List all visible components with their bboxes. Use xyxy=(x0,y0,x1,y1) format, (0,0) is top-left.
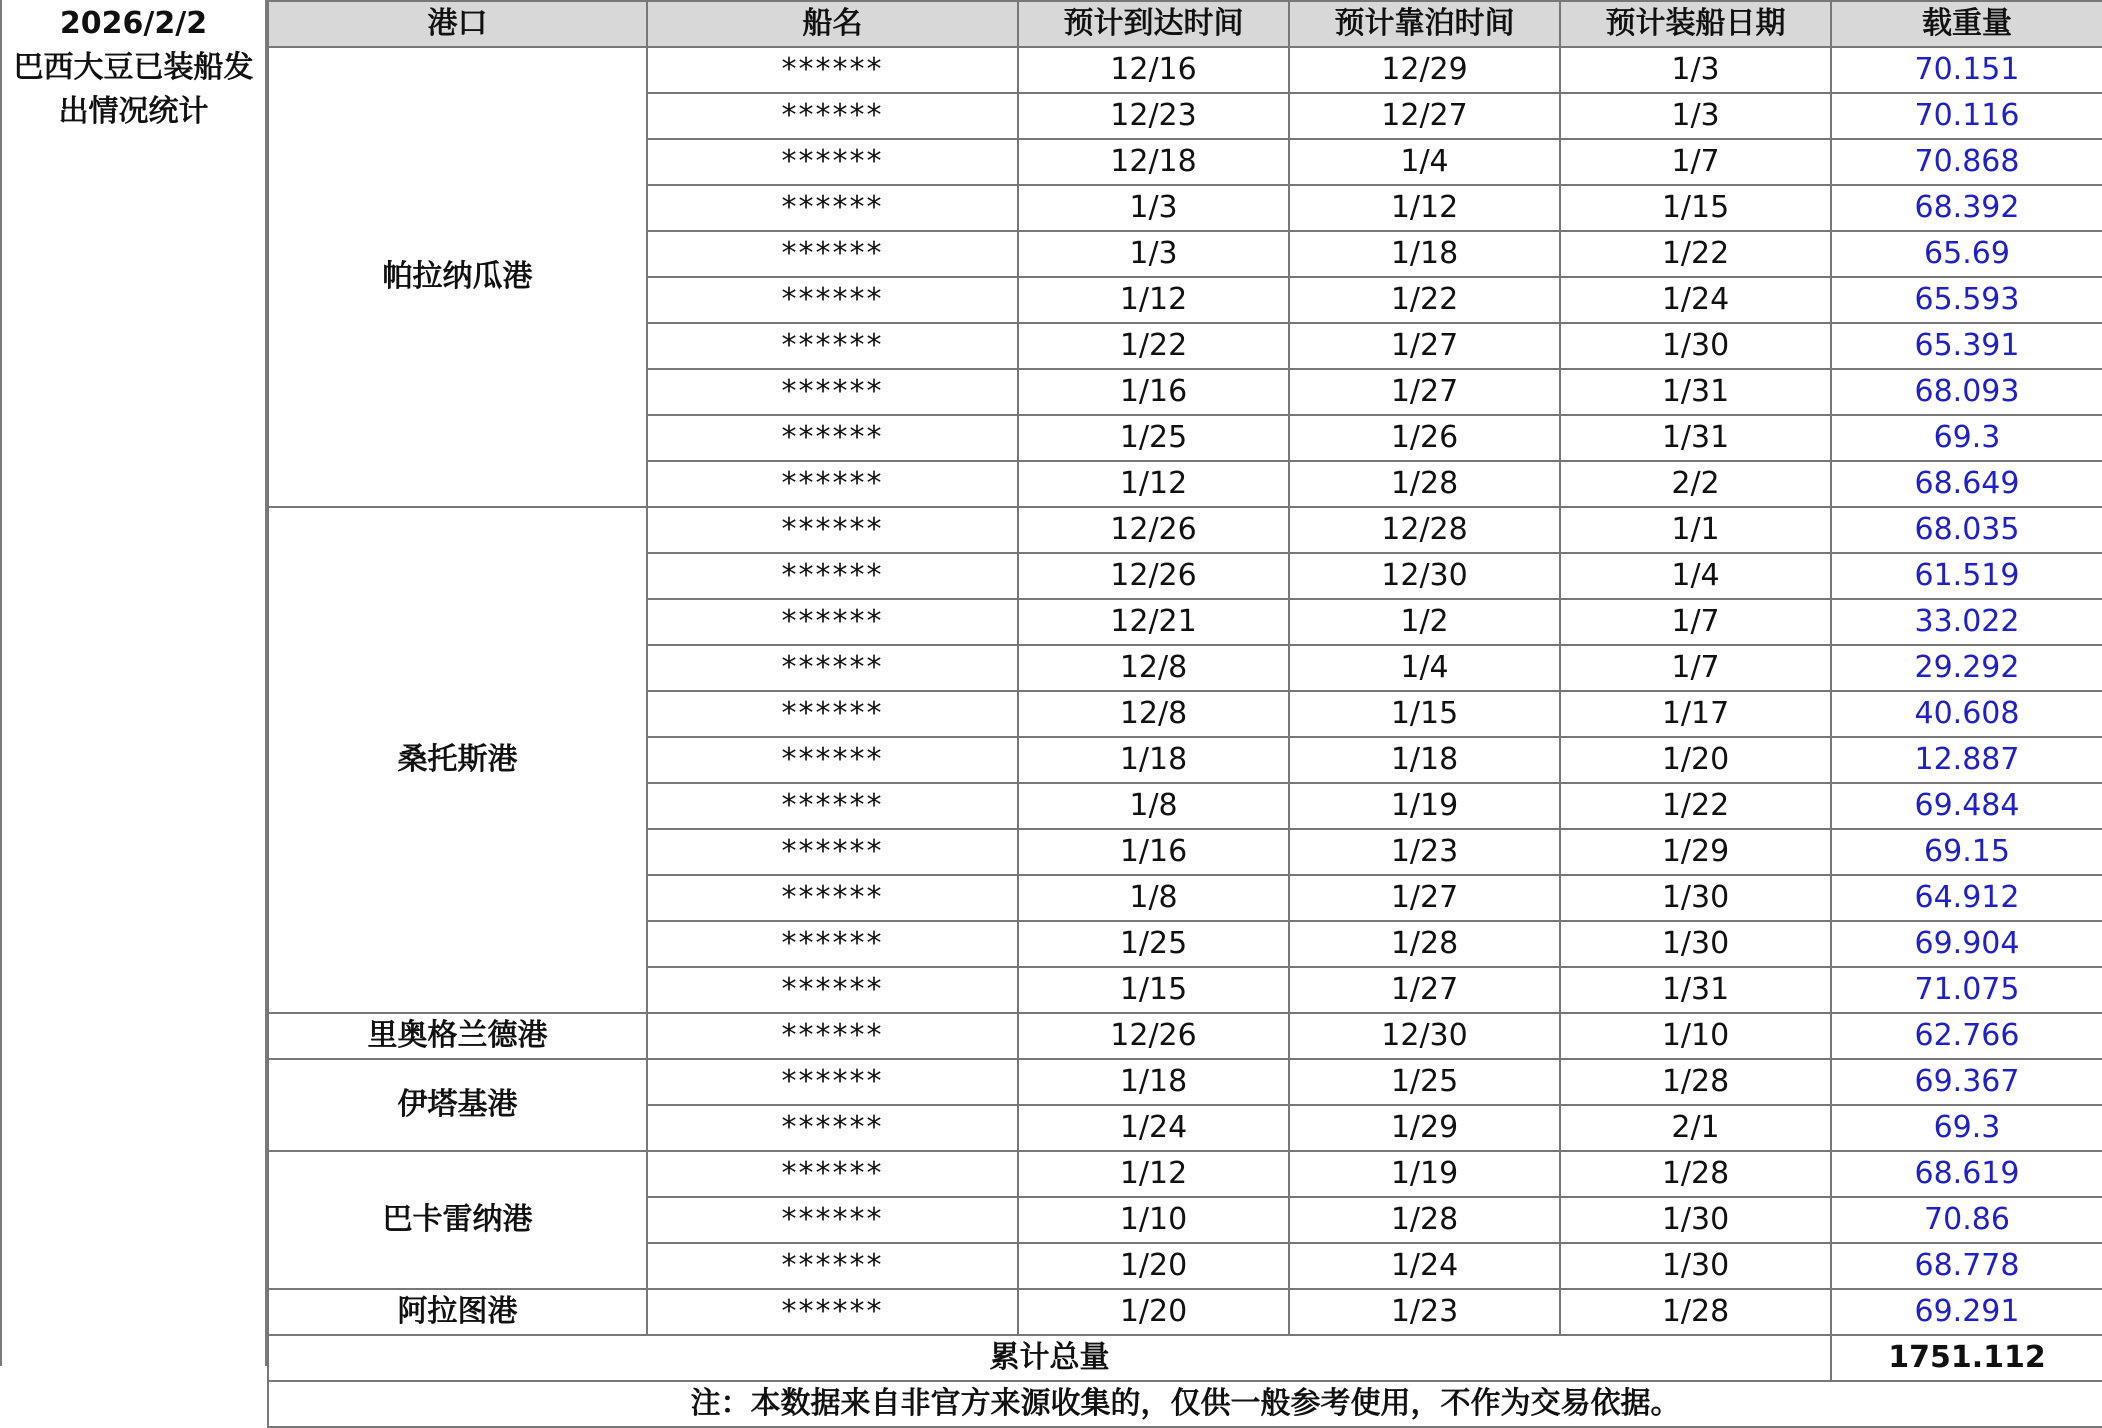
ship-name: ****** xyxy=(647,139,1018,185)
header-etb: 预计靠泊时间 xyxy=(1289,1,1560,47)
total-value: 1751.112 xyxy=(1831,1335,2102,1381)
eta-cell: 1/25 xyxy=(1018,415,1289,461)
load-date-cell: 1/3 xyxy=(1560,47,1831,93)
weight-cell: 69.367 xyxy=(1831,1059,2102,1105)
load-date-cell: 1/24 xyxy=(1560,277,1831,323)
load-date-cell: 1/3 xyxy=(1560,93,1831,139)
ship-name: ****** xyxy=(647,507,1018,553)
note-row xyxy=(268,1381,2102,1427)
title-line-1: 巴西大豆已装船发 xyxy=(13,50,254,85)
ship-name: ****** xyxy=(647,47,1018,93)
ship-name: ****** xyxy=(647,231,1018,277)
etb-cell: 1/27 xyxy=(1289,875,1560,921)
table-body xyxy=(268,47,2102,1335)
header-ship: 船名 xyxy=(647,1,1018,47)
ship-name: ****** xyxy=(647,1013,1018,1059)
load-date-cell: 1/22 xyxy=(1560,783,1831,829)
header-row xyxy=(268,1,2102,47)
header-port: 港口 xyxy=(268,1,647,47)
header-eta: 预计到达时间 xyxy=(1018,1,1289,47)
etb-cell: 1/22 xyxy=(1289,277,1560,323)
load-date-cell: 1/1 xyxy=(1560,507,1831,553)
eta-cell: 1/18 xyxy=(1018,1059,1289,1105)
etb-cell: 12/27 xyxy=(1289,93,1560,139)
etb-cell: 1/28 xyxy=(1289,461,1560,507)
port-name: 桑托斯港 xyxy=(268,507,647,1013)
ship-name: ****** xyxy=(647,461,1018,507)
weight-cell: 69.15 xyxy=(1831,829,2102,875)
table-row xyxy=(268,1013,2102,1059)
ship-name: ****** xyxy=(647,599,1018,645)
weight-cell: 62.766 xyxy=(1831,1013,2102,1059)
ship-name: ****** xyxy=(647,737,1018,783)
weight-cell: 61.519 xyxy=(1831,553,2102,599)
load-date-cell: 1/30 xyxy=(1560,1197,1831,1243)
weight-cell: 70.151 xyxy=(1831,47,2102,93)
weight-cell: 70.868 xyxy=(1831,139,2102,185)
port-name: 巴卡雷纳港 xyxy=(268,1151,647,1289)
eta-cell: 1/18 xyxy=(1018,737,1289,783)
etb-cell: 1/27 xyxy=(1289,323,1560,369)
etb-cell: 1/25 xyxy=(1289,1059,1560,1105)
weight-cell: 29.292 xyxy=(1831,645,2102,691)
weight-cell: 68.778 xyxy=(1831,1243,2102,1289)
eta-cell: 12/26 xyxy=(1018,507,1289,553)
eta-cell: 1/16 xyxy=(1018,829,1289,875)
load-date-cell: 1/10 xyxy=(1560,1013,1831,1059)
etb-cell: 1/4 xyxy=(1289,139,1560,185)
weight-cell: 70.116 xyxy=(1831,93,2102,139)
etb-cell: 1/28 xyxy=(1289,921,1560,967)
weight-cell: 69.3 xyxy=(1831,1105,2102,1151)
load-date-cell: 1/31 xyxy=(1560,967,1831,1013)
etb-cell: 12/30 xyxy=(1289,1013,1560,1059)
load-date-cell: 1/29 xyxy=(1560,829,1831,875)
weight-cell: 70.86 xyxy=(1831,1197,2102,1243)
eta-cell: 1/15 xyxy=(1018,967,1289,1013)
weight-cell: 65.593 xyxy=(1831,277,2102,323)
weight-cell: 69.3 xyxy=(1831,415,2102,461)
weight-cell: 71.075 xyxy=(1831,967,2102,1013)
load-date-cell: 1/7 xyxy=(1560,599,1831,645)
eta-cell: 12/26 xyxy=(1018,553,1289,599)
weight-cell: 68.093 xyxy=(1831,369,2102,415)
etb-cell: 1/2 xyxy=(1289,599,1560,645)
load-date-cell: 1/28 xyxy=(1560,1289,1831,1335)
load-date-cell: 1/15 xyxy=(1560,185,1831,231)
ship-name: ****** xyxy=(647,93,1018,139)
etb-cell: 1/27 xyxy=(1289,967,1560,1013)
ship-name: ****** xyxy=(647,645,1018,691)
load-date-cell: 2/1 xyxy=(1560,1105,1831,1151)
ship-name: ****** xyxy=(647,323,1018,369)
eta-cell: 1/12 xyxy=(1018,1151,1289,1197)
port-name: 伊塔基港 xyxy=(268,1059,647,1151)
eta-cell: 1/24 xyxy=(1018,1105,1289,1151)
load-date-cell: 1/30 xyxy=(1560,323,1831,369)
ship-name: ****** xyxy=(647,829,1018,875)
total-row xyxy=(268,1335,2102,1381)
load-date-cell: 1/20 xyxy=(1560,737,1831,783)
etb-cell: 1/18 xyxy=(1289,231,1560,277)
table-row xyxy=(268,47,2102,93)
eta-cell: 1/25 xyxy=(1018,921,1289,967)
eta-cell: 1/8 xyxy=(1018,875,1289,921)
eta-cell: 12/16 xyxy=(1018,47,1289,93)
load-date-cell: 1/28 xyxy=(1560,1151,1831,1197)
header-weight: 载重量 xyxy=(1831,1,2102,47)
load-date-cell: 1/7 xyxy=(1560,645,1831,691)
table-row xyxy=(268,1289,2102,1335)
etb-cell: 12/30 xyxy=(1289,553,1560,599)
eta-cell: 1/10 xyxy=(1018,1197,1289,1243)
etb-cell: 12/29 xyxy=(1289,47,1560,93)
weight-cell: 68.035 xyxy=(1831,507,2102,553)
ship-name: ****** xyxy=(647,1059,1018,1105)
load-date-cell: 1/17 xyxy=(1560,691,1831,737)
total-label: 累计总量 xyxy=(268,1335,1831,1381)
ship-name: ****** xyxy=(647,783,1018,829)
title-line-2: 出情况统计 xyxy=(58,94,209,129)
weight-cell: 68.392 xyxy=(1831,185,2102,231)
etb-cell: 1/18 xyxy=(1289,737,1560,783)
ship-name: ****** xyxy=(647,415,1018,461)
weight-cell: 68.649 xyxy=(1831,461,2102,507)
eta-cell: 1/3 xyxy=(1018,231,1289,277)
load-date-cell: 1/31 xyxy=(1560,415,1831,461)
eta-cell: 1/20 xyxy=(1018,1289,1289,1335)
eta-cell: 1/12 xyxy=(1018,461,1289,507)
eta-cell: 1/8 xyxy=(1018,783,1289,829)
weight-cell: 68.619 xyxy=(1831,1151,2102,1197)
etb-cell: 1/29 xyxy=(1289,1105,1560,1151)
ship-name: ****** xyxy=(647,921,1018,967)
ship-name: ****** xyxy=(647,369,1018,415)
load-date-cell: 1/4 xyxy=(1560,553,1831,599)
ship-name: ****** xyxy=(647,875,1018,921)
eta-cell: 1/22 xyxy=(1018,323,1289,369)
ship-name: ****** xyxy=(647,1243,1018,1289)
eta-cell: 12/21 xyxy=(1018,599,1289,645)
load-date-cell: 2/2 xyxy=(1560,461,1831,507)
weight-cell: 33.022 xyxy=(1831,599,2102,645)
eta-cell: 12/18 xyxy=(1018,139,1289,185)
table-row xyxy=(268,1151,2102,1197)
etb-cell: 1/19 xyxy=(1289,1151,1560,1197)
etb-cell: 12/28 xyxy=(1289,507,1560,553)
etb-cell: 1/28 xyxy=(1289,1197,1560,1243)
eta-cell: 12/8 xyxy=(1018,645,1289,691)
weight-cell: 65.391 xyxy=(1831,323,2102,369)
load-date-cell: 1/22 xyxy=(1560,231,1831,277)
weight-cell: 69.484 xyxy=(1831,783,2102,829)
ship-name: ****** xyxy=(647,277,1018,323)
load-date-cell: 1/30 xyxy=(1560,1243,1831,1289)
etb-cell: 1/27 xyxy=(1289,369,1560,415)
load-date-cell: 1/7 xyxy=(1560,139,1831,185)
etb-cell: 1/26 xyxy=(1289,415,1560,461)
port-name: 帕拉纳瓜港 xyxy=(268,47,647,507)
ship-name: ****** xyxy=(647,967,1018,1013)
weight-cell: 65.69 xyxy=(1831,231,2102,277)
etb-cell: 1/19 xyxy=(1289,783,1560,829)
ship-name: ****** xyxy=(647,691,1018,737)
etb-cell: 1/23 xyxy=(1289,829,1560,875)
ship-name: ****** xyxy=(647,1289,1018,1335)
sheet-title xyxy=(0,0,267,1366)
disclaimer-note: 注：本数据来自非官方来源收集的，仅供一般参考使用，不作为交易依据。 xyxy=(268,1381,2102,1427)
load-date-cell: 1/30 xyxy=(1560,875,1831,921)
ship-name: ****** xyxy=(647,185,1018,231)
eta-cell: 1/20 xyxy=(1018,1243,1289,1289)
weight-cell: 40.608 xyxy=(1831,691,2102,737)
eta-cell: 1/16 xyxy=(1018,369,1289,415)
etb-cell: 1/12 xyxy=(1289,185,1560,231)
etb-cell: 1/24 xyxy=(1289,1243,1560,1289)
port-name: 里奥格兰德港 xyxy=(268,1013,647,1059)
ship-name: ****** xyxy=(647,1197,1018,1243)
eta-cell: 12/23 xyxy=(1018,93,1289,139)
shipment-table xyxy=(267,0,2102,1428)
etb-cell: 1/23 xyxy=(1289,1289,1560,1335)
weight-cell: 64.912 xyxy=(1831,875,2102,921)
eta-cell: 12/8 xyxy=(1018,691,1289,737)
table-row xyxy=(268,507,2102,553)
load-date-cell: 1/28 xyxy=(1560,1059,1831,1105)
ship-name: ****** xyxy=(647,1105,1018,1151)
ship-name: ****** xyxy=(647,553,1018,599)
eta-cell: 1/12 xyxy=(1018,277,1289,323)
load-date-cell: 1/30 xyxy=(1560,921,1831,967)
etb-cell: 1/4 xyxy=(1289,645,1560,691)
load-date-cell: 1/31 xyxy=(1560,369,1831,415)
weight-cell: 12.887 xyxy=(1831,737,2102,783)
weight-cell: 69.904 xyxy=(1831,921,2102,967)
ship-name: ****** xyxy=(647,1151,1018,1197)
title-date: 2026/2/2 xyxy=(59,6,208,41)
eta-cell: 1/3 xyxy=(1018,185,1289,231)
eta-cell: 12/26 xyxy=(1018,1013,1289,1059)
etb-cell: 1/15 xyxy=(1289,691,1560,737)
table-row xyxy=(268,1059,2102,1105)
weight-cell: 69.291 xyxy=(1831,1289,2102,1335)
header-load-date: 预计装船日期 xyxy=(1560,1,1831,47)
port-name: 阿拉图港 xyxy=(268,1289,647,1335)
